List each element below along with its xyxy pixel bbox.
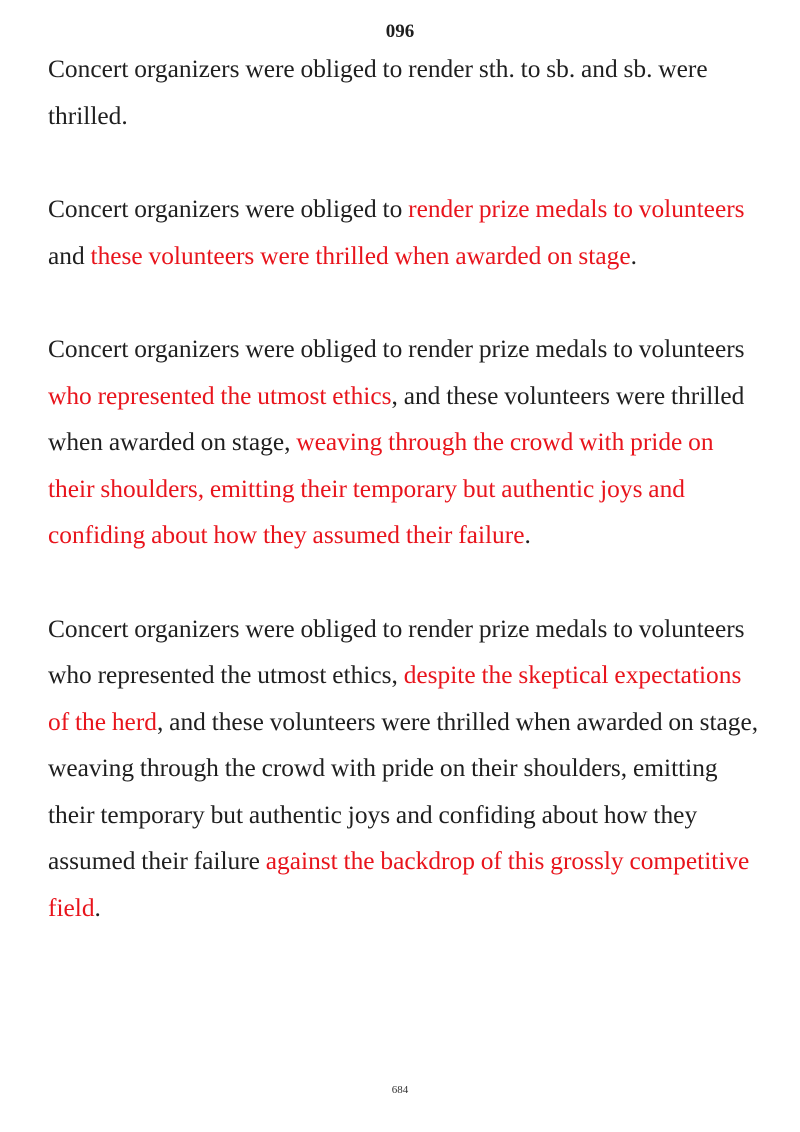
highlighted-phrase: these volunteers were thrilled when awarded on stage: [90, 241, 631, 270]
highlighted-phrase: weaving through the crowd with pride on their shoulders, emitting their temporary but authentic joys and confiding about how they assumed their failure: [48, 428, 714, 549]
paragraph-1: [48, 46, 760, 139]
paragraph-2: [48, 186, 760, 279]
text-segment: , and these volunteers were thrilled when awarded on stage, weaving through the crowd with pride on their shoulders, emitting their temporary but authentic joys and confiding about how they assumed their failure: [48, 707, 759, 875]
document-body: [48, 46, 760, 978]
section-number: 096: [385, 21, 415, 42]
page-number: 684: [391, 1084, 409, 1096]
text-segment: and: [48, 241, 91, 270]
paragraph-4: [48, 606, 760, 932]
highlighted-phrase: render prize medals to volunteers: [408, 195, 745, 223]
text-segment: .: [524, 521, 531, 549]
highlighted-phrase: against the backdrop of this grossly competitive field: [48, 847, 750, 922]
highlighted-phrase: who represented the utmost ethics: [48, 381, 392, 410]
text-segment: .: [94, 893, 101, 922]
text-segment: , and these volunteers were thrilled when awarded on stage,: [48, 381, 745, 456]
text-segment: Concert organizers were obliged to render prize medals to volunteers who represented the utmost ethics,: [48, 614, 745, 689]
text-segment: Concert organizers were obliged to: [48, 195, 409, 223]
text-segment: Concert organizers were obliged to render prize medals to volunteers: [48, 335, 745, 363]
paragraph-3: [48, 326, 760, 559]
text-segment: Concert organizers were obliged to render sth. to sb. and sb. were thrilled.: [48, 55, 708, 130]
text-segment: .: [630, 241, 637, 270]
highlighted-phrase: despite the skeptical expectations of the herd: [48, 661, 742, 736]
